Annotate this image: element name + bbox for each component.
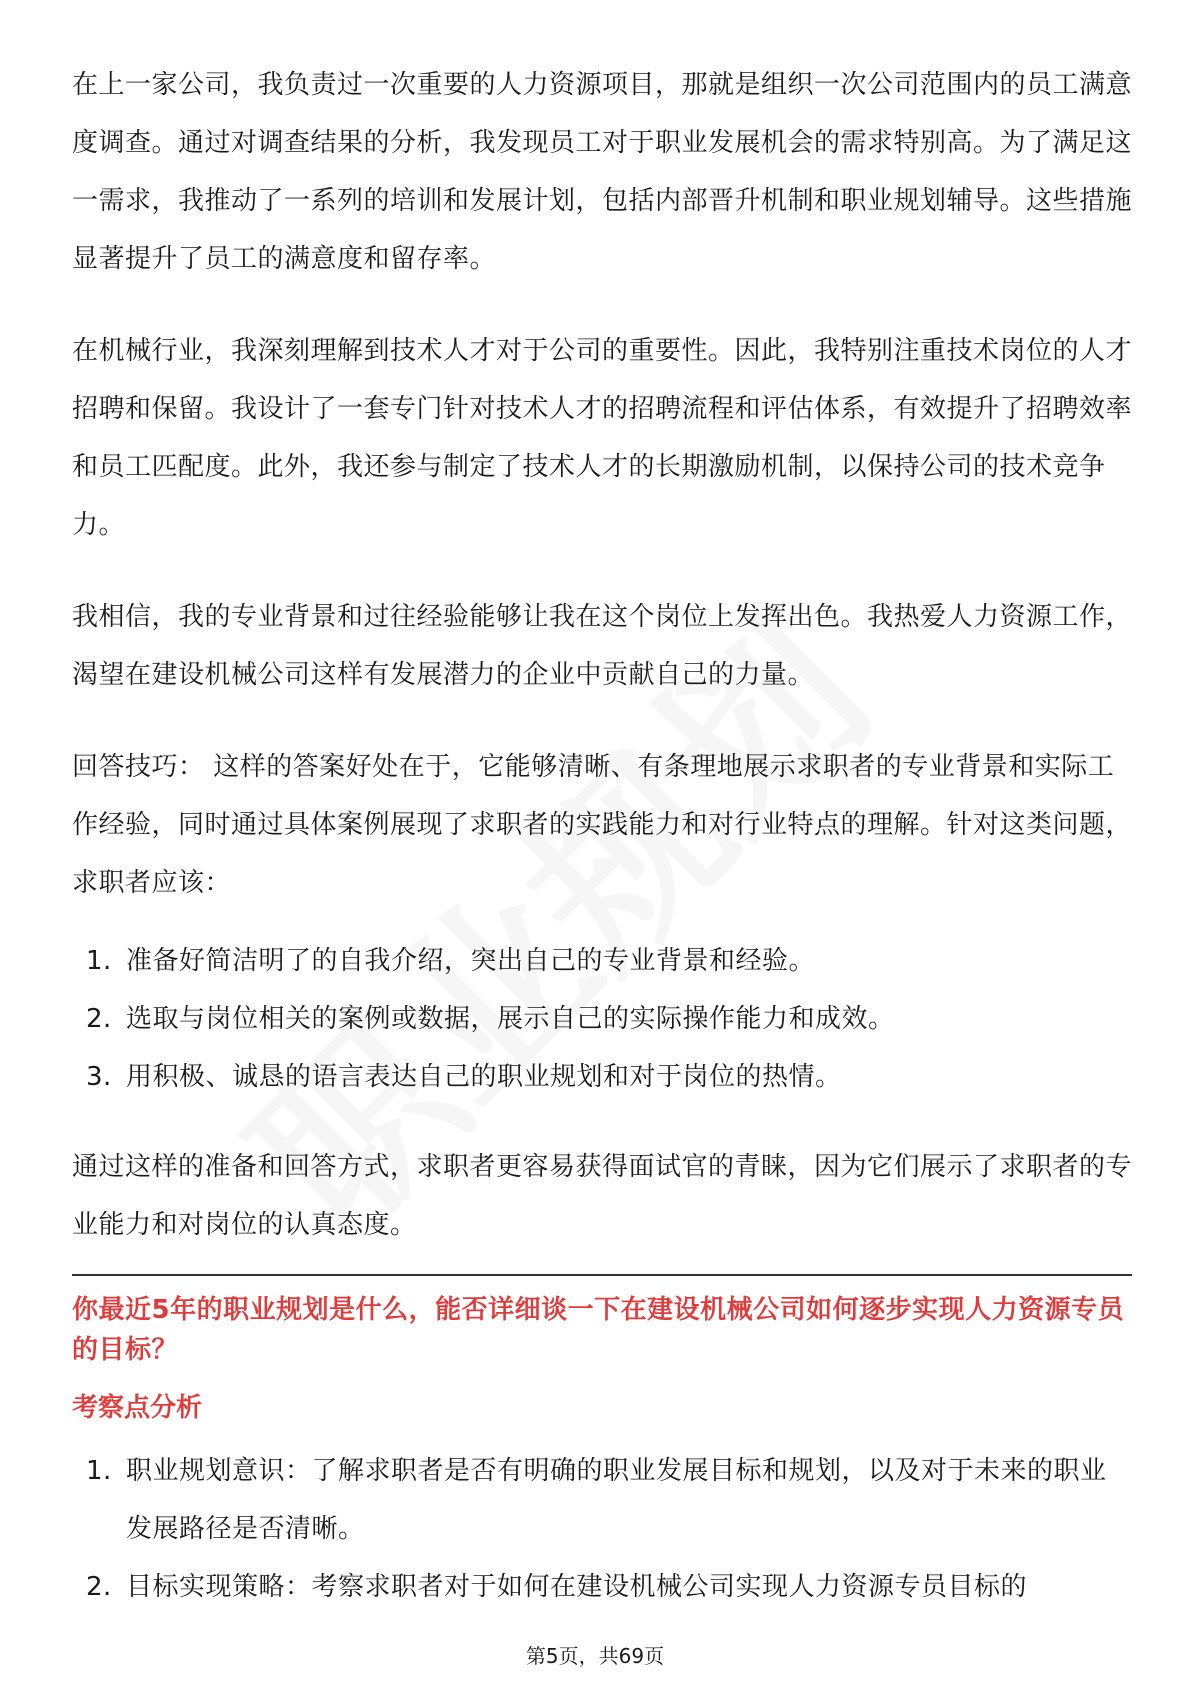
list-item [72, 1048, 1132, 1106]
analysis-heading: 考察点分析 [72, 1393, 203, 1423]
tips-list [72, 932, 1132, 1106]
paragraph-motivation: 我相信，我的专业背景和过往经验能够让我在这个岗位上发挥出色。我热爱人力资源工作，渴望在建设机械公司这样有发展潜力的企业中贡献自己的力量。 [72, 602, 1133, 690]
list-item-text: 用积极、诚恳的语言表达自己的职业规划和对于岗位的热情。 [126, 1062, 842, 1092]
list-item-number: 3. [86, 1062, 112, 1092]
list-item [72, 1558, 1132, 1616]
paragraph-industry-experience: 在机械行业，我深刻理解到技术人才对于公司的重要性。因此，我特别注重技术岗位的人才招聘和保留。我设计了一套专门针对技术人才的招聘流程和评估体系，有效提升了招聘效率和员工匹配度。此外，我还参与制定了技术人才的长期激励机制，以保持公司的技术竞争力。 [72, 336, 1133, 540]
paragraph-project-experience: 在上一家公司，我负责过一次重要的人力资源项目，那就是组织一次公司范围内的员工满意度调查。通过对调查结果的分析，我发现员工对于职业发展机会的需求特别高。为了满足这一需求，我推动了一系列的培训和发展计划，包括内部晋升机制和职业规划辅导。这些措施显著提升了员工的满意度和留存率。 [72, 70, 1133, 274]
list-item [72, 1442, 1132, 1558]
list-item [72, 990, 1132, 1048]
list-item-text: 职业规划意识：了解求职者是否有明确的职业发展目标和规划，以及对于未来的职业发展路径是否清晰。 [126, 1456, 1107, 1544]
interview-question: 你最近5年的职业规划是什么，能否详细谈一下在建设机械公司如何逐步实现人力资源专员的目标？ [72, 1295, 1125, 1365]
section-divider [72, 1274, 1132, 1276]
list-item-text: 选取与岗位相关的案例或数据，展示自己的实际操作能力和成效。 [126, 1004, 895, 1034]
list-item-number: 2. [86, 1572, 112, 1602]
document-page [72, 56, 1132, 1650]
list-item-number: 1. [86, 946, 112, 976]
list-item-number: 2. [86, 1004, 112, 1034]
paragraph-closing: 通过这样的准备和回答方式，求职者更容易获得面试官的青睐，因为它们展示了求职者的专业能力和对岗位的认真态度。 [72, 1152, 1133, 1240]
analysis-list [72, 1442, 1132, 1616]
page-footer: 第5页，共69页 [525, 1644, 665, 1668]
paragraph-answer-tips: 回答技巧： 这样的答案好处在于，它能够清晰、有条理地展示求职者的专业背景和实际工作经验，同时通过具体案例展现了求职者的实践能力和对行业特点的理解。针对这类问题，求职者应该： [72, 752, 1133, 898]
list-item [72, 932, 1132, 990]
list-item-text: 目标实现策略：考察求职者对于如何在建设机械公司实现人力资源专员目标的 [126, 1572, 1028, 1602]
list-item-number: 1. [86, 1456, 112, 1486]
list-item-text: 准备好简洁明了的自我介绍，突出自己的专业背景和经验。 [126, 946, 816, 976]
